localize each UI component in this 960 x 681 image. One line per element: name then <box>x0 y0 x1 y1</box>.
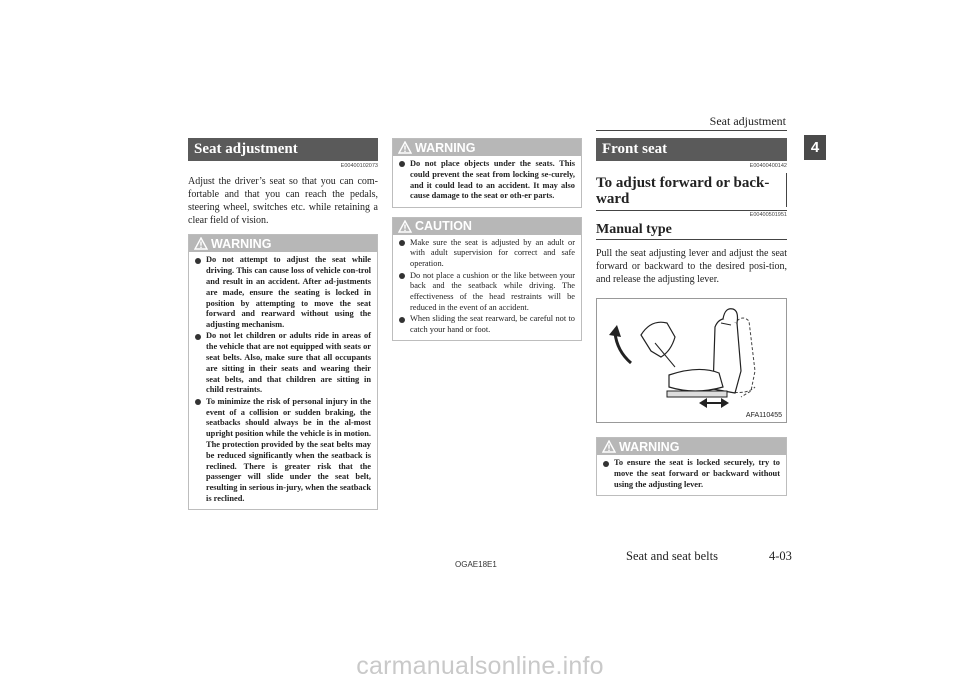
caution-label: CAUTION <box>415 219 472 234</box>
footer-code: OGAE18E1 <box>455 560 497 569</box>
bullet-icon <box>399 161 405 167</box>
bullet-icon <box>195 334 201 340</box>
column-1 <box>188 138 378 510</box>
page-number: 4-03 <box>769 549 792 563</box>
header-rule <box>596 130 787 131</box>
warning-label: WARNING <box>415 140 476 155</box>
warning-items <box>597 455 786 495</box>
watermark: carmanualsonline.info <box>356 652 604 680</box>
list-item: Do not place objects under the seats. This could prevent the seat from locking se-curely, and it could lead to an accident. It may also cause damage to the seat or oth-er parts. <box>399 159 575 202</box>
warning-header <box>597 438 786 455</box>
section-title-front-seat: Front seat <box>596 138 787 161</box>
warning-label: WARNING <box>211 236 272 251</box>
warning-items <box>393 156 581 207</box>
chapter-tab: 4 <box>804 135 826 160</box>
list-item: To minimize the risk of personal injury in the event of a collision or sudden braking, the seatbacks should always be in the al-most upright position while the vehicle is in motion. The protection provided by the seat belts may be reduced significantly when the seatback is reclined. There is greater risk that the passenger will slide under the seat belt, resulting in serious in-jury, when the seatback is reclined. <box>195 397 371 505</box>
seat-illustration <box>596 298 787 423</box>
manual-type-heading-box <box>596 220 787 240</box>
section-code: E00400400142 <box>749 163 787 169</box>
column-3 <box>596 138 787 496</box>
bullet-icon <box>195 258 201 264</box>
caution-items <box>393 235 581 341</box>
list-item: When sliding the seat rearward, be careful not to catch your hand or foot. <box>399 314 575 336</box>
bullet-icon <box>399 273 405 279</box>
warning-triangle-icon <box>398 141 412 154</box>
warning-triangle-icon <box>194 237 208 250</box>
running-header: Seat adjustment <box>709 114 786 128</box>
warning-header <box>189 235 377 252</box>
manual-type-heading: Manual type <box>596 222 672 237</box>
footer-section-title: Seat and seat belts <box>626 549 718 563</box>
caution-header <box>393 218 581 235</box>
section-title-seat-adjustment: Seat adjustment <box>188 138 378 161</box>
bullet-icon <box>603 461 609 467</box>
figure-id: AFA110455 <box>745 412 782 420</box>
caution-box <box>392 217 582 342</box>
list-item: Make sure the seat is adjusted by an adult or with adult supervision for correct and safe operation. <box>399 238 575 270</box>
list-item: Do not let children or adults ride in areas of the vehicle that are not equipped with seats or seat belts. Also, make sure that all occupants are sitting in their seats and wearing their seat belts, and that children are sitting in child restraints. <box>195 331 371 396</box>
column-2 <box>392 138 582 341</box>
caution-triangle-icon <box>398 220 412 233</box>
list-item: Do not attempt to adjust the seat while driving. This can cause loss of vehicle con-trol and result in an accident. After ad-justments are made, ensure the seating is locked in position by attempting to move the seat forward and rearward without using the adjusting mechanism. <box>195 255 371 331</box>
bullet-icon <box>399 240 405 246</box>
warning-box-lock <box>596 437 787 496</box>
warning-box-driving <box>188 234 378 510</box>
warning-label: WARNING <box>619 439 680 454</box>
subsection-heading-box <box>596 173 787 207</box>
subsection-code: E00400501951 <box>749 212 787 218</box>
warning-items <box>189 252 377 509</box>
bullet-icon <box>195 399 201 405</box>
manual-type-paragraph: Pull the seat adjusting lever and adjust the seat forward or backward to the desired posi-tion, and release the adjusting lever. <box>596 248 787 286</box>
warning-triangle-icon <box>602 440 616 453</box>
subsection-title: To adjust forward or back-ward <box>596 175 770 207</box>
intro-paragraph: Adjust the driver’s seat so that you can com-fortable and that you can reach the pedals, steering wheel, switches etc. while retaining a clear field of vision. <box>188 176 378 227</box>
section-code: E00400102073 <box>340 163 378 169</box>
warning-header <box>393 139 581 156</box>
list-item: Do not place a cushion or the like between your back and the seatback while driving. The effectiveness of the head restraints will be reduced in the event of an accident. <box>399 271 575 314</box>
list-item: To ensure the seat is locked securely, try to move the seat forward or backward without using the adjusting lever. <box>603 458 780 490</box>
bullet-icon <box>399 317 405 323</box>
seat-adjust-diagram-icon <box>597 299 786 422</box>
warning-box-objects <box>392 138 582 208</box>
